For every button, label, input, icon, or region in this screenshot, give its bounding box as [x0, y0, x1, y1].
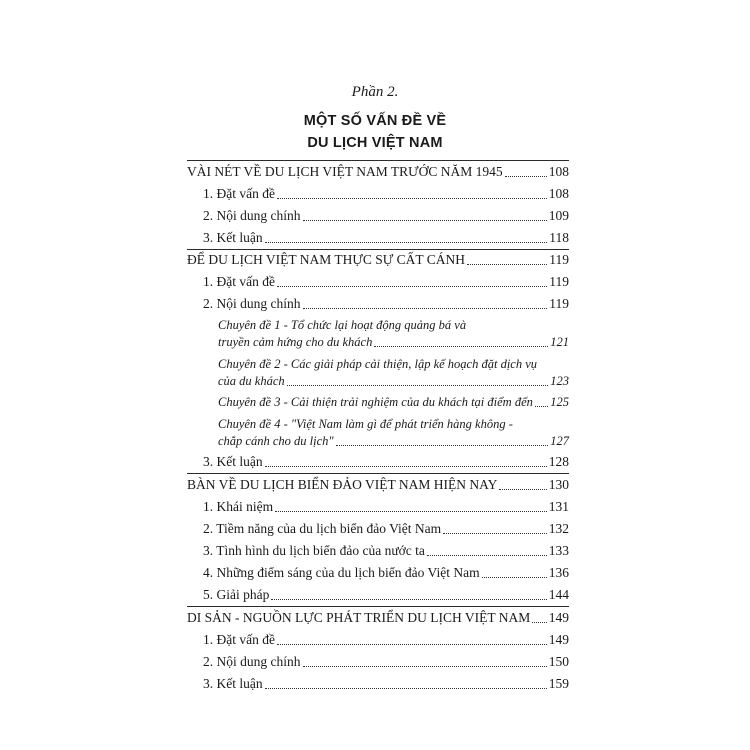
leader-dots — [303, 666, 547, 667]
leader-dots — [532, 622, 547, 623]
leader-dots — [505, 176, 547, 177]
leader-dots — [303, 220, 547, 221]
toc-item — [203, 565, 569, 581]
toc-topic — [218, 373, 569, 389]
leader-dots — [499, 489, 546, 490]
topic-title-line: Chuyên đề 1 - Tổ chức lại hoạt động quảng bá và — [218, 318, 467, 332]
section-title-text: ĐỂ DU LỊCH VIỆT NAM THỰC SỰ CẤT CÁNH — [187, 252, 465, 267]
toc-section-title — [187, 610, 569, 626]
toc-item — [203, 230, 569, 246]
topic-title-line: Chuyên đề 3 - Cải thiện trải nghiệm của du khách tại điểm đến — [218, 395, 533, 409]
leader-dots — [265, 466, 547, 467]
toc-item — [203, 676, 569, 692]
leader-dots — [467, 264, 547, 265]
toc-section-title — [187, 477, 569, 493]
toc-topic — [218, 394, 569, 410]
page-number: 133 — [548, 543, 569, 558]
page-number: 131 — [548, 499, 569, 514]
item-label: 3. Tình hình du lịch biển đảo của nước ta — [203, 543, 425, 558]
page-number: 119 — [549, 296, 569, 311]
page-number: 132 — [548, 521, 569, 536]
page-number: 144 — [548, 587, 569, 602]
toc-topic — [218, 433, 569, 449]
leader-dots — [277, 644, 547, 645]
page-number: 125 — [550, 395, 569, 409]
topic-title-line: chắp cánh cho du lịch" — [218, 434, 334, 448]
page-number: 136 — [548, 565, 569, 580]
page-number: 149 — [548, 632, 569, 647]
item-label: 2. Nội dung chính — [203, 208, 301, 223]
page-number: 128 — [548, 454, 569, 469]
leader-dots — [427, 555, 547, 556]
leader-dots — [482, 577, 547, 578]
page-number: 130 — [548, 477, 569, 492]
page-number: 119 — [549, 274, 569, 289]
leader-dots — [336, 445, 549, 446]
toc-item — [203, 499, 569, 515]
leader-dots — [265, 688, 547, 689]
leader-dots — [535, 406, 548, 407]
toc-item — [203, 587, 569, 603]
toc-item — [203, 521, 569, 537]
page-number: 119 — [549, 252, 569, 267]
leader-dots — [303, 308, 548, 309]
toc-item — [203, 543, 569, 559]
divider — [187, 249, 569, 250]
topic-title-line: Chuyên đề 2 - Các giải pháp cải thiện, lập kế hoạch đặt dịch vụ — [218, 357, 538, 371]
page-number: 149 — [548, 610, 569, 625]
item-label: 4. Những điểm sáng của du lịch biển đảo Việt Nam — [203, 565, 480, 580]
leader-dots — [265, 242, 548, 243]
item-label: 3. Kết luận — [203, 454, 263, 469]
leader-dots — [271, 599, 546, 600]
toc-item — [203, 654, 569, 670]
toc-item — [203, 454, 569, 470]
section-title-text: VÀI NÉT VỀ DU LỊCH VIỆT NAM TRƯỚC NĂM 1945 — [187, 164, 503, 179]
page-number: 150 — [548, 654, 569, 669]
page-number: 159 — [548, 676, 569, 691]
topic-title-line: của du khách — [218, 374, 285, 388]
leader-dots — [277, 286, 547, 287]
item-label: 2. Nội dung chính — [203, 654, 301, 669]
page-number: 108 — [548, 164, 569, 179]
toc-section-title — [187, 164, 569, 180]
topic-title-line: truyền cảm hứng cho du khách — [218, 335, 373, 349]
divider — [187, 473, 569, 474]
toc-item — [203, 208, 569, 224]
part-title-line2: DU LỊCH VIỆT NAM — [307, 135, 443, 151]
page-number: 121 — [550, 335, 569, 349]
page-number: 123 — [550, 374, 569, 388]
part-title-line1: MỘT SỐ VẤN ĐỀ VỀ — [303, 113, 447, 129]
page-number: 109 — [548, 208, 569, 223]
part-label: Phần 2. — [351, 84, 399, 100]
page-number: 127 — [550, 434, 569, 448]
page-number: 118 — [549, 230, 569, 245]
page-number: 108 — [548, 186, 569, 201]
toc-item — [203, 632, 569, 648]
item-label: 1. Đặt vấn đề — [203, 632, 275, 647]
leader-dots — [287, 385, 549, 386]
item-label: 3. Kết luận — [203, 230, 263, 245]
divider — [187, 606, 569, 607]
leader-dots — [275, 511, 547, 512]
item-label: 2. Nội dung chính — [203, 296, 301, 311]
leader-dots — [277, 198, 547, 199]
item-label: 2. Tiềm năng của du lịch biển đảo Việt Nam — [203, 521, 442, 536]
section-title-text: BÀN VỀ DU LỊCH BIỂN ĐẢO VIỆT NAM HIỆN NAY — [187, 477, 498, 492]
item-label: 1. Khái niệm — [203, 499, 274, 514]
section-title-text: DI SẢN - NGUỒN LỰC PHÁT TRIỂN DU LỊCH VIỆT NAM — [187, 610, 531, 625]
item-label: 5. Giải pháp — [203, 587, 270, 602]
toc-section-title — [187, 252, 569, 268]
toc-topic — [218, 334, 569, 350]
item-label: 1. Đặt vấn đề — [203, 274, 275, 289]
toc-item — [203, 296, 569, 312]
item-label: 1. Đặt vấn đề — [203, 186, 275, 201]
leader-dots — [443, 533, 547, 534]
topic-title-line: Chuyên đề 4 - "Việt Nam làm gì để phát triển hàng không - — [218, 417, 513, 431]
leader-dots — [374, 346, 548, 347]
item-label: 3. Kết luận — [203, 676, 263, 691]
toc-item — [203, 274, 569, 290]
divider — [187, 160, 569, 161]
toc-item — [203, 186, 569, 202]
